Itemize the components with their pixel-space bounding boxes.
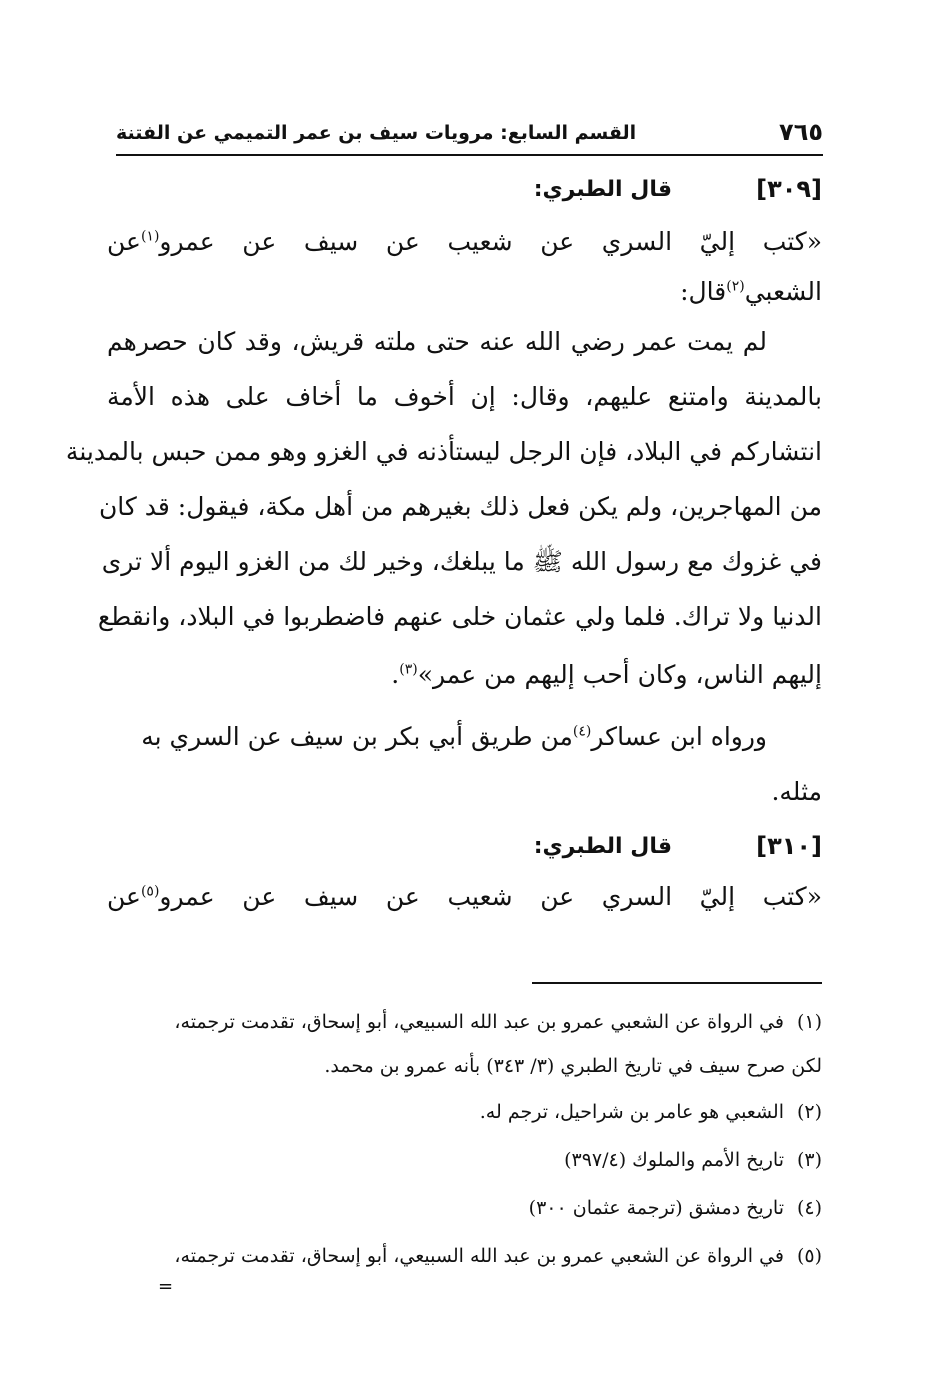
footnote-separator: [532, 982, 822, 984]
footnote-ref: (٢): [726, 278, 745, 295]
footnote: (٢)الشعبي هو عامر بن شراحيل، ترجم له.: [479, 1101, 822, 1123]
header-title: القسم السابع: مرويات سيف بن عمر التميمي عن الفتنة: [116, 122, 637, 144]
footnote-continuation: لكن صرح سيف في تاريخ الطبري (٣/ ٣٤٣) بأنه عمرو بن محمد.: [324, 1055, 822, 1077]
footnote-ref: (١): [140, 228, 160, 245]
section-heading-310: [122, 832, 822, 872]
footnote-ref: (٣): [399, 661, 418, 678]
page-number: ٧٦٥: [779, 118, 823, 146]
text-line: بالمدينة وامتنع عليهم، وقال: إن أخوف ما أخاف على هذه الأمة: [107, 382, 822, 411]
text-line: ورواه ابن عساكر$^{(٤)}$من طريق أبي بكر بن سيف عن السري به: [141, 722, 767, 751]
text-line: انتشاركم في البلاد، فإن الرجل ليستأذنه في الغزو وهو ممن حبس بالمدينة: [65, 437, 822, 466]
footnote: (١)في الرواة عن الشعبي عمرو بن عبد الله السبيعي، أبو إسحاق، تقدمت ترجمته،: [174, 1011, 822, 1033]
text-line: في غزوك مع رسول الله ﷺ ما يبلغك، وخير لك من الغزو اليوم ألا ترى: [101, 547, 822, 576]
footnote: (٤)تاريخ دمشق (ترجمة عثمان ٣٠٠): [528, 1197, 822, 1219]
section-number: [٣١٠]: [756, 832, 822, 860]
section-label: قال الطبري:: [533, 834, 672, 859]
section-heading-309: [122, 175, 822, 215]
text-line: الشعبي$^{(٢)}$قال:: [680, 277, 822, 306]
text-line: «كتب إليّ السري عن شعيب عن سيف عن عمرو$^{(١)}$عن: [107, 227, 822, 256]
footnote-ref: (٥): [140, 883, 160, 900]
footnote: (٣)تاريخ الأمم والملوك (٣٩٧/٤): [564, 1149, 822, 1171]
text-line: الدنيا ولا تراك. فلما ولي عثمان خلى عنهم فاضطربوا في البلاد، وانقطع: [97, 602, 822, 631]
text-line: من المهاجرين، ولم يكن فعل ذلك بغيرهم من أهل مكة، فيقول: قد كان: [98, 492, 822, 521]
footnote-ref: (٤): [572, 723, 592, 740]
continuation-mark: =: [158, 1276, 174, 1297]
section-number: [٣٠٩]: [756, 175, 822, 203]
footnote: (٥)في الرواة عن الشعبي عمرو بن عبد الله السبيعي، أبو إسحاق، تقدمت ترجمته،: [174, 1245, 822, 1267]
section-label: قال الطبري:: [533, 177, 672, 202]
text-line: إليهم الناس، وكان أحب إليهم من عمر»$^{(٣)}$.: [391, 660, 822, 689]
running-header: [116, 118, 823, 156]
text-line: مثله.: [771, 777, 822, 806]
text-line: لم يمت عمر رضي الله عنه حتى ملته قريش، وقد كان حصرهم: [107, 327, 767, 356]
text-line: «كتب إليّ السري عن شعيب عن سيف عن عمرو$^{(٥)}$عن: [107, 882, 822, 911]
